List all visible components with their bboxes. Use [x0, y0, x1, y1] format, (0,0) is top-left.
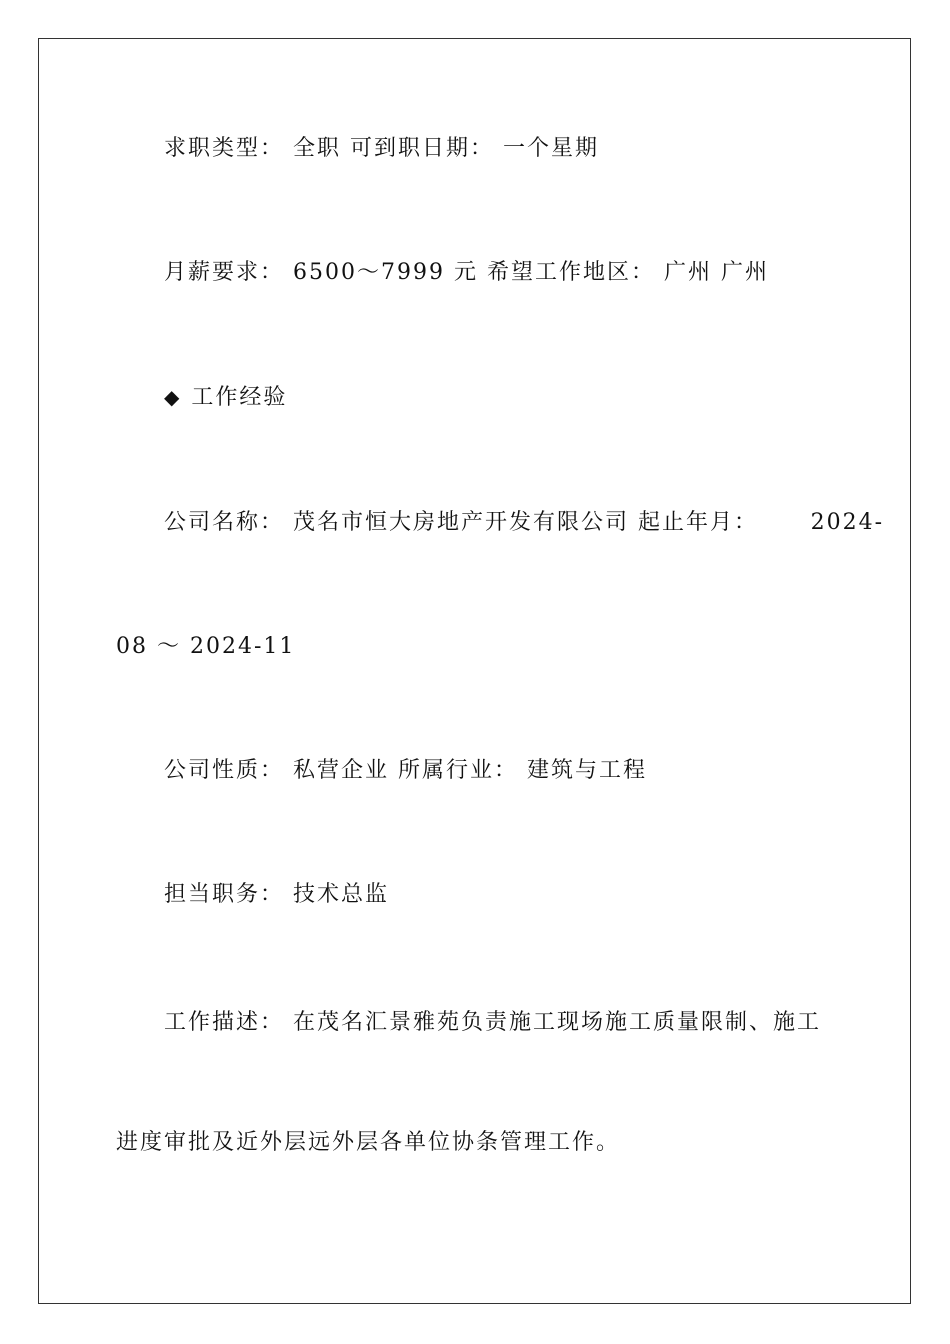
job-type-line: 求职类型： 全职 可到职日期： 一个星期 — [164, 136, 599, 161]
company-nature-line: 公司性质： 私营企业 所属行业： 建筑与工程 — [164, 758, 647, 783]
period-continuation: 08 ～ 2024-11 — [116, 634, 296, 659]
period-start: 2024- — [810, 510, 884, 535]
section-title: 工作经验 — [191, 385, 288, 410]
page-frame — [38, 38, 911, 1304]
description-line-1: 工作描述： 在茂名汇景雅苑负责施工现场施工质量限制、施工 — [164, 1010, 821, 1035]
section-heading — [116, 382, 884, 413]
company-line — [116, 508, 884, 538]
diamond-bullet-icon: ◆ — [164, 385, 182, 409]
company-line-text: 公司名称： 茂名市恒大房地产开发有限公司 起止年月： — [164, 510, 758, 535]
description-line-2: 进度审批及近外层远外层各单位协条管理工作。 — [116, 1130, 621, 1155]
position-line: 担当职务： 技术总监 — [164, 882, 389, 907]
salary-line: 月薪要求： 6500～7999 元 希望工作地区： 广州 广州 — [164, 260, 769, 285]
